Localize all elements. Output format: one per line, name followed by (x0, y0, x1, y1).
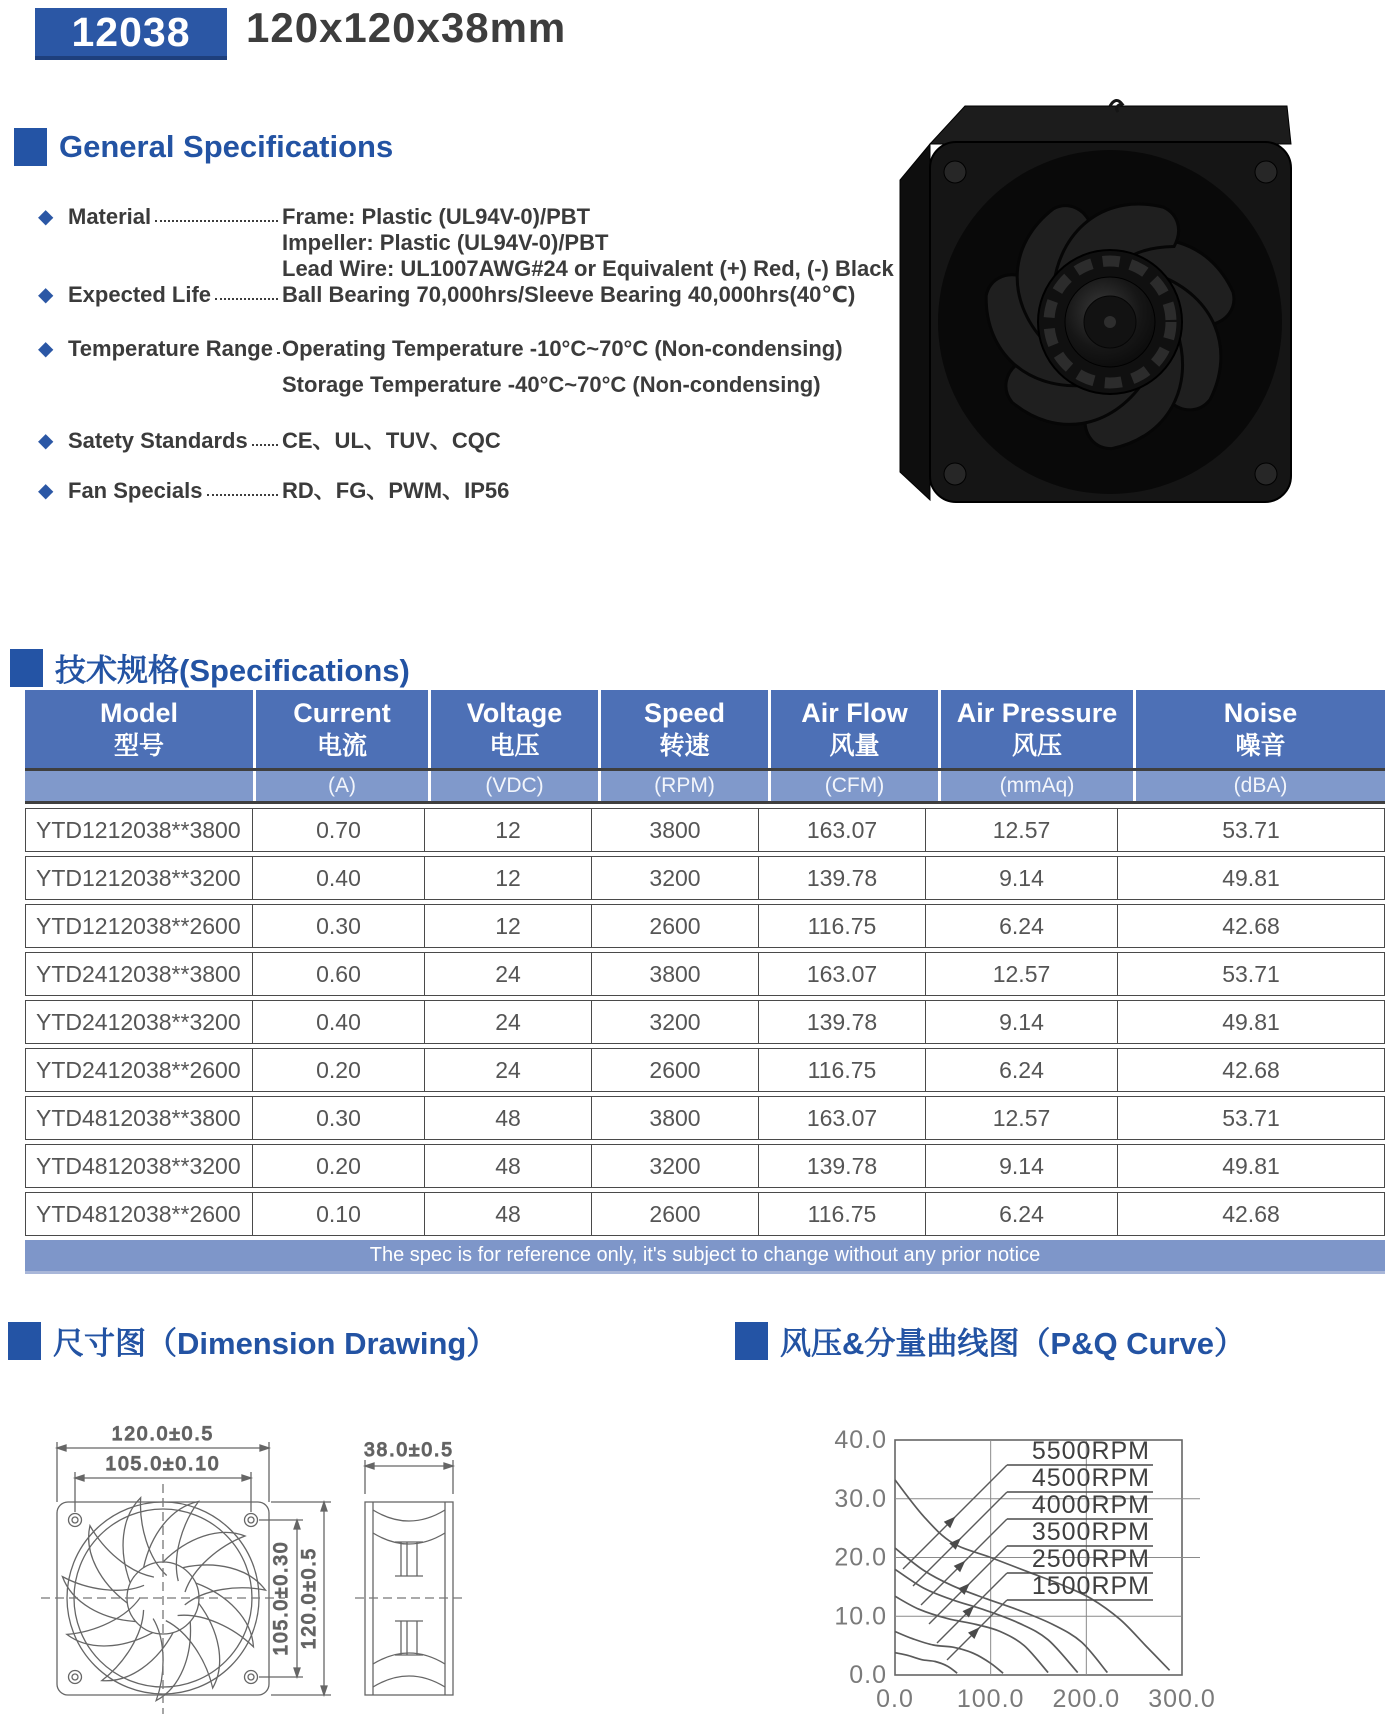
spec-table-header (25, 690, 1385, 768)
column-header: Voltage 电压 (431, 690, 598, 768)
spec-item-label: Material (68, 204, 152, 229)
table-cell: YTD4812038**3200 (25, 1144, 253, 1188)
general-specs-heading (14, 128, 393, 166)
table-cell: 139.78 (759, 1144, 926, 1188)
table-cell: 9.14 (926, 1144, 1118, 1188)
table-cell: 42.68 (1118, 1048, 1385, 1092)
spec-item-label: Satety Standards (68, 428, 248, 453)
dim-depth-label: 38.0±0.5 (364, 1440, 454, 1461)
table-row (25, 808, 1385, 852)
table-cell: 0.60 (253, 952, 425, 996)
section-title: 技术规格(Specifications) (55, 653, 410, 688)
spec-table-body (25, 808, 1385, 1236)
spec-item-value: Impeller: Plastic (UL94V-0)/PBT (282, 230, 609, 255)
curve-1500RPM (895, 1653, 957, 1674)
table-cell: 3200 (592, 1144, 759, 1188)
spec-item-value: CE、UL、TUV、CQC (282, 428, 501, 453)
spec-table-units (25, 768, 1385, 804)
fan-frame-top-face (930, 106, 1291, 144)
table-row (25, 904, 1385, 948)
table-cell: 48 (425, 1192, 592, 1236)
table-cell: 12 (425, 856, 592, 900)
table-cell: 24 (425, 1048, 592, 1092)
table-cell: YTD2412038**2600 (25, 1048, 253, 1092)
column-header: Air Flow 风量 (771, 690, 938, 768)
table-cell: YTD2412038**3800 (25, 952, 253, 996)
spec-item (38, 478, 868, 504)
spec-table (25, 690, 1385, 1274)
legend-label: 5500RPM (1031, 1437, 1150, 1465)
spec-item-value: Lead Wire: UL1007AWG#24 or Equivalent (+) Red, (-) Black (282, 256, 894, 281)
table-cell: 3200 (592, 856, 759, 900)
table-cell: 9.14 (926, 1000, 1118, 1044)
column-unit (25, 771, 253, 801)
mount-hole (1255, 161, 1277, 183)
y-tick-label: 10.0 (834, 1602, 887, 1631)
y-tick-label: 0.0 (849, 1661, 887, 1689)
table-cell: 42.68 (1118, 904, 1385, 948)
table-cell: 49.81 (1118, 1144, 1385, 1188)
dotted-leader (215, 282, 278, 300)
legend-label: 3500RPM (1031, 1518, 1150, 1546)
table-cell: 0.10 (253, 1192, 425, 1236)
spec-item-label: Temperature Range (68, 336, 273, 361)
table-cell: YTD4812038**2600 (25, 1192, 253, 1236)
x-tick-label: 200.0 (1052, 1685, 1121, 1713)
table-cell: 24 (425, 1000, 592, 1044)
table-cell: 3800 (592, 808, 759, 852)
x-tick-label: 100.0 (956, 1685, 1025, 1713)
dimension-drawing (35, 1390, 535, 1717)
dotted-leader (277, 336, 278, 354)
section-marker-icon (8, 1322, 41, 1360)
table-row (25, 1192, 1385, 1236)
column-unit: (RPM) (601, 771, 768, 801)
table-cell: 116.75 (759, 904, 926, 948)
table-cell: 6.24 (926, 1192, 1118, 1236)
spec-item (38, 204, 894, 282)
table-cell: 116.75 (759, 1192, 926, 1236)
table-cell: YTD4812038**3800 (25, 1096, 253, 1140)
spec-item-label: Expected Life (68, 282, 212, 307)
table-cell: 163.07 (759, 1096, 926, 1140)
table-cell: YTD1212038**3200 (25, 856, 253, 900)
spec-item-value: Frame: Plastic (UL94V-0)/PBT (282, 204, 591, 229)
table-cell: 139.78 (759, 1000, 926, 1044)
dim-hole-pitch-v-label: 105.0±0.30 (271, 1540, 292, 1656)
pq-curve-chart (775, 1395, 1265, 1717)
section-title: 尺寸图（Dimension Drawing） (53, 1326, 498, 1361)
y-tick-label: 30.0 (834, 1484, 887, 1513)
spec-table-heading (10, 645, 410, 690)
dotted-leader (207, 478, 278, 496)
column-unit: (CFM) (771, 771, 938, 801)
table-row (25, 1000, 1385, 1044)
diamond-bullet-icon: ◆ (38, 338, 54, 360)
dim-hole-pitch-h-label: 105.0±0.10 (105, 1454, 221, 1475)
page-title: 120x120x38mm (246, 4, 567, 51)
mount-hole (944, 463, 966, 485)
table-cell: 6.24 (926, 904, 1118, 948)
table-cell: 2600 (592, 1048, 759, 1092)
column-unit: (VDC) (431, 771, 598, 801)
y-tick-label: 40.0 (834, 1426, 887, 1454)
table-cell: 49.81 (1118, 856, 1385, 900)
table-cell: 12.57 (926, 808, 1118, 852)
table-cell: 3200 (592, 1000, 759, 1044)
spec-item (38, 336, 868, 398)
table-cell: 3800 (592, 952, 759, 996)
diamond-bullet-icon: ◆ (38, 284, 54, 306)
spec-table-footnote: The spec is for reference only, it's subject to change without any prior notice (25, 1240, 1385, 1274)
spec-item-value: Ball Bearing 70,000hrs/Sleeve Bearing 40,000hrs(40℃) (282, 282, 856, 307)
mount-hole (1255, 463, 1277, 485)
table-cell: 48 (425, 1096, 592, 1140)
model-badge: 12038 (35, 8, 227, 60)
table-cell: 0.20 (253, 1144, 425, 1188)
section-marker-icon (735, 1322, 768, 1360)
table-cell: 116.75 (759, 1048, 926, 1092)
legend-label: 4500RPM (1031, 1464, 1150, 1492)
table-cell: 12.57 (926, 952, 1118, 996)
table-cell: 12 (425, 904, 592, 948)
spec-item-value: RD、FG、PWM、IP56 (282, 478, 510, 503)
column-header: Model 型号 (25, 690, 253, 768)
table-cell: YTD1212038**3800 (25, 808, 253, 852)
diamond-bullet-icon: ◆ (38, 480, 54, 502)
spec-item-value: Storage Temperature -40°C~70°C (Non-condensing) (282, 372, 821, 397)
table-row (25, 1096, 1385, 1140)
column-header: Speed 转速 (601, 690, 768, 768)
table-cell: 0.20 (253, 1048, 425, 1092)
spec-item (38, 282, 868, 308)
column-header: Noise 噪音 (1136, 690, 1385, 768)
dotted-leader (252, 428, 278, 446)
section-title: 风压&分量曲线图（P&Q Curve） (780, 1326, 1246, 1361)
spec-item (38, 428, 868, 454)
table-cell: 24 (425, 952, 592, 996)
table-cell: 53.71 (1118, 808, 1385, 852)
table-cell: 6.24 (926, 1048, 1118, 1092)
table-cell: 53.71 (1118, 1096, 1385, 1140)
x-tick-label: 0.0 (876, 1685, 914, 1713)
column-header: Air Pressure 风压 (941, 690, 1133, 768)
fan-frame-side-face (900, 144, 930, 500)
table-cell: 48 (425, 1144, 592, 1188)
table-cell: 12.57 (926, 1096, 1118, 1140)
table-cell: 163.07 (759, 808, 926, 852)
column-unit: (mmAq) (941, 771, 1133, 801)
dotted-leader (155, 204, 278, 222)
table-cell: 163.07 (759, 952, 926, 996)
table-cell: 0.40 (253, 1000, 425, 1044)
table-cell: 12 (425, 808, 592, 852)
legend-label: 2500RPM (1031, 1545, 1150, 1573)
table-cell: 49.81 (1118, 1000, 1385, 1044)
column-header: Current 电流 (256, 690, 428, 768)
table-cell: 139.78 (759, 856, 926, 900)
diamond-bullet-icon: ◆ (38, 430, 54, 452)
table-cell: 53.71 (1118, 952, 1385, 996)
section-title: General Specifications (59, 129, 394, 164)
table-cell: 9.14 (926, 856, 1118, 900)
table-cell: 42.68 (1118, 1192, 1385, 1236)
spec-item-value: Operating Temperature -10°C~70°C (Non-condensing) (282, 336, 843, 361)
fan-product-photo (855, 92, 1295, 512)
table-row (25, 952, 1385, 996)
spec-item-label: Fan Specials (68, 478, 203, 503)
dimension-heading (8, 1318, 497, 1363)
table-cell: 2600 (592, 904, 759, 948)
legend-label: 1500RPM (1031, 1572, 1150, 1600)
dim-height-label: 120.0±0.5 (299, 1546, 320, 1650)
pq-heading (735, 1318, 1245, 1363)
table-cell: 0.30 (253, 904, 425, 948)
table-cell: 0.70 (253, 808, 425, 852)
diamond-bullet-icon: ◆ (38, 206, 54, 228)
section-marker-icon (14, 128, 47, 166)
table-cell: 2600 (592, 1192, 759, 1236)
y-tick-label: 20.0 (834, 1543, 887, 1572)
legend-label: 4000RPM (1031, 1491, 1150, 1519)
column-unit: (A) (256, 771, 428, 801)
table-cell: 0.30 (253, 1096, 425, 1140)
section-marker-icon (10, 649, 43, 687)
table-row (25, 1048, 1385, 1092)
table-cell: 3800 (592, 1096, 759, 1140)
x-tick-label: 300.0 (1148, 1685, 1216, 1713)
table-row (25, 1144, 1385, 1188)
table-cell: YTD1212038**2600 (25, 904, 253, 948)
fan-hub-center (1104, 316, 1116, 328)
table-cell: YTD2412038**3200 (25, 1000, 253, 1044)
column-unit: (dBA) (1136, 771, 1385, 801)
mount-hole (944, 161, 966, 183)
table-row (25, 856, 1385, 900)
dim-width-label: 120.0±0.5 (111, 1424, 215, 1445)
table-cell: 0.40 (253, 856, 425, 900)
